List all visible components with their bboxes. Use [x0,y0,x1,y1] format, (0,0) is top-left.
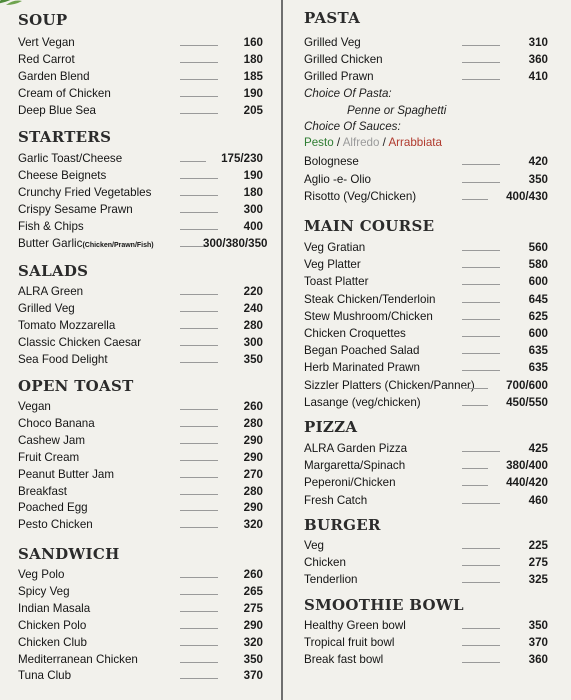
section-title-main-course: MAIN COURSE [304,217,435,235]
sauce-pesto: Pesto [304,136,334,149]
item-name: Veg Polo [18,568,65,581]
item-name: Pesto Chicken [18,518,93,532]
item-name: Break fast bowl [304,653,384,667]
menu-item-veg-gratian [286,241,571,258]
item-price: 350 [528,619,548,632]
item-price: 260 [243,568,263,581]
item-price: 190 [243,168,263,182]
menu-item-mediterranean-chicken [0,653,279,670]
item-price: 300/380/350 [203,236,268,250]
menu-item-fruit-cream [0,451,279,468]
menu-item-grilled-prawn [286,70,571,87]
menu-item-fresh-catch [286,494,571,511]
menu-item-veg [286,539,571,556]
menu-item-deep-blue-sea [0,104,279,121]
pasta-choice-label: Choice Of Pasta: [304,87,392,100]
item-price: 440/420 [506,476,548,490]
item-price: 600 [528,327,548,340]
item-price: 320 [243,518,263,532]
item-name: Fresh Catch [304,493,368,507]
item-name: ALRA Green [18,285,84,298]
menu-item-grilled-chicken [286,53,571,70]
item-name: ALRA Garden Pizza [304,442,408,455]
item-name: Began Poached Salad [304,344,420,358]
item-name: Risotto (Veg/Chicken) [304,190,417,203]
price-leader-line [462,405,488,406]
item-price: 625 [528,309,548,323]
item-price: 180 [243,52,263,66]
item-price: 205 [243,103,263,117]
item-name: Margaretta/Spinach [304,459,406,473]
section-title-burger: BURGER [304,516,381,534]
item-price: 260 [243,400,263,413]
item-price: 290 [243,501,263,515]
item-name: Fruit Cream [18,450,80,464]
menu-item-cashew-jam [0,434,279,451]
price-leader-line [462,199,488,200]
price-leader-line [462,485,488,486]
sauce-alfredo: Alfredo [342,136,380,149]
item-price: 460 [528,493,548,507]
item-name: Spicy Veg [18,584,70,598]
item-name: Tenderlion [304,573,358,587]
item-name: Grilled Veg [304,36,361,49]
section-title-starters: STARTERS [18,128,112,146]
item-name: Veg [304,539,324,552]
item-price: 350 [528,172,548,186]
item-price: 290 [243,618,263,632]
item-price: 290 [243,450,263,464]
item-price: 580 [528,258,548,272]
menu-item-toast-platter [286,275,571,292]
menu-item-chicken-polo [0,619,279,636]
item-price: 350 [243,652,263,666]
sauce-choice-label: Choice Of Sauces: [304,120,401,133]
menu-item-tenderlion [286,573,571,590]
menu-item-garden-blend [0,70,279,87]
item-name: Grilled Prawn [304,70,374,83]
item-name: Chicken Polo [18,618,87,632]
item-price: 275 [243,601,263,615]
column-divider [281,0,283,700]
item-name: Sea Food Delight [18,352,108,366]
item-price: 275 [528,556,548,570]
item-name-variants: (Chicken/Prawn/Fish) [82,241,154,249]
menu-item-indian-masala [0,602,279,619]
price-leader-line [462,468,488,469]
item-price: 300 [243,202,263,216]
item-price: 400 [243,219,263,233]
item-name: Peanut Butter Jam [18,467,115,481]
section-title-pizza: PIZZA [304,418,358,436]
menu-item-peperoni-chicken [286,476,571,493]
item-price: 300 [243,335,263,349]
item-name: Mediterranean Chicken [18,652,138,666]
sauce-separator: / [333,136,343,149]
item-price: 425 [528,442,548,455]
item-price: 160 [243,36,263,49]
menu-item-margaretta-spinach [286,459,571,476]
item-name: Chicken Club [18,635,87,649]
item-name: Garden Blend [18,69,90,83]
item-name: Indian Masala [18,601,91,615]
item-price: 350 [243,352,263,366]
menu-item-sea-food-delight [0,353,279,370]
item-name [18,237,154,250]
item-name: Breakfast [18,484,67,498]
item-price: 265 [243,584,263,598]
section-title-soup: SOUP [18,11,68,29]
item-name: Toast Platter [304,275,369,289]
menu-item-began-poached-salad [286,344,571,361]
item-price: 700/600 [506,378,548,392]
menu-item-grilled-veg [0,302,279,319]
item-price: 560 [528,241,548,254]
menu-item-lasange-veg-chicken [286,396,571,413]
item-name: Cheese Beignets [18,168,107,182]
item-name: Cashew Jam [18,433,86,447]
item-name: Grilled Chicken [304,53,383,66]
item-name: Poached Egg [18,501,88,515]
menu-item-red-carrot [0,53,279,70]
menu-item-tropical-fruit-bowl [286,636,571,653]
item-name: Deep Blue Sea [18,103,96,117]
menu-item-butter-garlic [0,237,279,254]
menu-item-classic-chicken-caesar [0,336,279,353]
item-name: Crispy Sesame Prawn [18,202,133,216]
menu-item-breakfast [0,485,279,502]
item-price: 280 [243,484,263,498]
menu-item-steak-chicken-tenderloin [286,293,571,310]
menu-item-stew-mushroom-chicken [286,310,571,327]
menu-item-garlic-toast-cheese [0,152,279,169]
item-price: 180 [243,185,263,199]
item-price: 280 [243,416,263,430]
section-title-salads: SALADS [18,262,89,280]
section-title-pasta: PASTA [304,9,361,27]
item-name: Veg Gratian [304,241,366,254]
item-price: 310 [528,36,548,49]
menu-item-peanut-butter-jam [0,468,279,485]
item-price: 635 [528,361,548,375]
sauce-separator: / [379,136,389,149]
menu-item-aglio-e-olio [286,173,571,190]
item-name: Vert Vegan [18,36,75,49]
pasta-options: Penne or Spaghetti [347,104,447,117]
item-name: Herb Marinated Prawn [304,361,420,375]
item-name: Tropical fruit bowl [304,636,395,650]
menu-item-vegan [0,400,279,417]
item-name: Bolognese [304,155,359,168]
item-name: Garlic Toast/Cheese [18,152,123,165]
menu-item-crunchy-fried-vegetables [0,186,279,203]
item-name: Sizzler Platters (Chicken/Panner) [304,378,475,392]
item-price: 280 [243,318,263,332]
menu-item-spicy-veg [0,585,279,602]
item-name: Vegan [18,400,51,413]
menu-item-pesto-chicken [0,518,279,535]
item-price: 645 [528,292,548,306]
item-name: Choco Banana [18,416,95,430]
item-name: Red Carrot [18,52,75,66]
item-price: 635 [528,344,548,358]
item-name: Lasange (veg/chicken) [304,395,421,409]
item-name: Fish & Chips [18,219,84,233]
item-price: 360 [528,653,548,667]
menu-item-herb-marinated-prawn [286,361,571,378]
section-title-sandwich: SANDWICH [18,545,120,563]
menu-item-sizzler-platters-chicken-panner [286,379,571,396]
item-price: 420 [528,155,548,168]
menu-item-vert-vegan [0,36,279,53]
menu-item-alra-green [0,285,279,302]
item-price: 400/430 [506,190,548,203]
item-price: 240 [243,301,263,315]
item-name: Chicken Croquettes [304,327,406,340]
item-price: 450/550 [506,395,548,409]
item-name: Tomato Mozzarella [18,318,116,332]
item-price: 370 [243,669,263,683]
menu-item-chicken-croquettes [286,327,571,344]
menu-item-grilled-veg [286,36,571,53]
menu-item-chicken-club [0,636,279,653]
item-name: Healthy Green bowl [304,619,406,632]
price-leader-line [462,388,488,389]
menu-item-veg-platter [286,258,571,275]
item-name: Grilled Veg [18,301,75,315]
item-price: 360 [528,53,548,66]
item-price: 410 [528,70,548,83]
item-price: 175/230 [221,152,263,165]
item-name: Chicken [304,556,346,570]
leaf-decoration-icon [0,0,22,6]
item-name: Classic Chicken Caesar [18,335,142,349]
item-price: 370 [528,636,548,650]
item-name: Stew Mushroom/Chicken [304,309,433,323]
item-name: Cream of Chicken [18,86,111,100]
menu-item-risotto-veg-chicken [286,190,571,207]
item-name-main: Butter Garlic [18,236,83,250]
item-name: Veg Platter [304,258,361,272]
menu-item-cream-of-chicken [0,87,279,104]
item-name: Peperoni/Chicken [304,476,396,490]
menu-item-tomato-mozzarella [0,319,279,336]
menu-item-bolognese [286,155,571,172]
section-title-open-toast: OPEN TOAST [18,377,134,395]
item-name: Aglio -e- Olio [304,172,372,186]
menu-item-crispy-sesame-prawn [0,203,279,220]
menu-item-fish-chips [0,220,279,237]
menu-item-choco-banana [0,417,279,434]
item-name: Steak Chicken/Tenderloin [304,292,436,306]
menu-item-break-fast-bowl [286,653,571,670]
menu-item-cheese-beignets [0,169,279,186]
menu-item-alra-garden-pizza [286,442,571,459]
menu-item-poached-egg [0,501,279,518]
item-price: 185 [243,69,263,83]
item-price: 380/400 [506,459,548,473]
item-price: 225 [528,539,548,552]
item-price: 190 [243,86,263,100]
menu-item-chicken [286,556,571,573]
menu-item-veg-polo [0,568,279,585]
item-price: 290 [243,433,263,447]
item-price: 220 [243,285,263,298]
section-title-smoothie-bowl: SMOOTHIE BOWL [304,596,464,614]
item-price: 320 [243,635,263,649]
sauce-options [304,136,442,149]
sauce-arrabbiata: Arrabbiata [388,136,442,149]
item-price: 270 [243,467,263,481]
item-name: Tuna Club [18,669,72,683]
item-name: Crunchy Fried Vegetables [18,185,152,199]
item-price: 325 [528,573,548,587]
menu-item-tuna-club [0,669,279,686]
menu-item-healthy-green-bowl [286,619,571,636]
item-price: 600 [528,275,548,289]
